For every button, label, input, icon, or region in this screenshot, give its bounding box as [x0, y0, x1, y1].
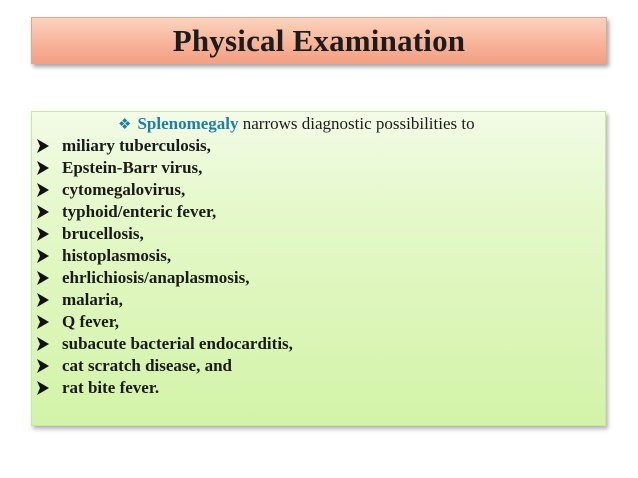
list-item	[37, 179, 293, 201]
list-item	[37, 377, 293, 399]
arrow-bullet-icon	[37, 271, 49, 285]
list-item	[37, 223, 293, 245]
arrow-bullet-icon	[37, 337, 49, 351]
diagnosis-list	[37, 135, 293, 399]
list-item	[37, 311, 293, 333]
list-item-label: malaria,	[62, 290, 123, 309]
list-item-label: Epstein-Barr virus,	[62, 158, 203, 177]
arrow-bullet-icon	[37, 183, 49, 197]
list-item	[37, 245, 293, 267]
list-item	[37, 201, 293, 223]
list-item	[37, 289, 293, 311]
list-item-label: miliary tuberculosis,	[62, 136, 211, 155]
arrow-bullet-icon	[37, 249, 49, 263]
list-item-label: brucellosis,	[62, 224, 144, 243]
list-item-label: cat scratch disease, and	[62, 356, 232, 375]
intro-emphasis: Splenomegaly	[137, 114, 239, 133]
list-item-label: subacute bacterial endocarditis,	[62, 334, 293, 353]
intro-rest: narrows diagnostic possibilities to	[238, 114, 475, 133]
list-item-label: typhoid/enteric fever,	[62, 202, 217, 221]
arrow-bullet-icon	[37, 227, 49, 241]
diamond-bullet-icon: ❖	[118, 115, 132, 133]
arrow-bullet-icon	[37, 359, 49, 373]
title-banner	[31, 17, 607, 64]
page-title: Physical Examination	[172, 22, 466, 58]
arrow-bullet-icon	[37, 161, 49, 175]
list-item-label: ehrlichiosis/anaplasmosis,	[62, 268, 250, 287]
list-item	[37, 267, 293, 289]
list-item-label: cytomegalovirus,	[62, 180, 186, 199]
list-item	[37, 157, 293, 179]
arrow-bullet-icon	[37, 293, 49, 307]
intro-line	[118, 113, 475, 135]
arrow-bullet-icon	[37, 381, 49, 395]
list-item-label: Q fever,	[62, 312, 119, 331]
list-item	[37, 135, 293, 157]
list-item-label: histoplasmosis,	[62, 246, 172, 265]
list-item-label: rat bite fever.	[62, 378, 160, 397]
list-item	[37, 333, 293, 355]
arrow-bullet-icon	[37, 139, 49, 153]
arrow-bullet-icon	[37, 315, 49, 329]
arrow-bullet-icon	[37, 205, 49, 219]
list-item	[37, 355, 293, 377]
